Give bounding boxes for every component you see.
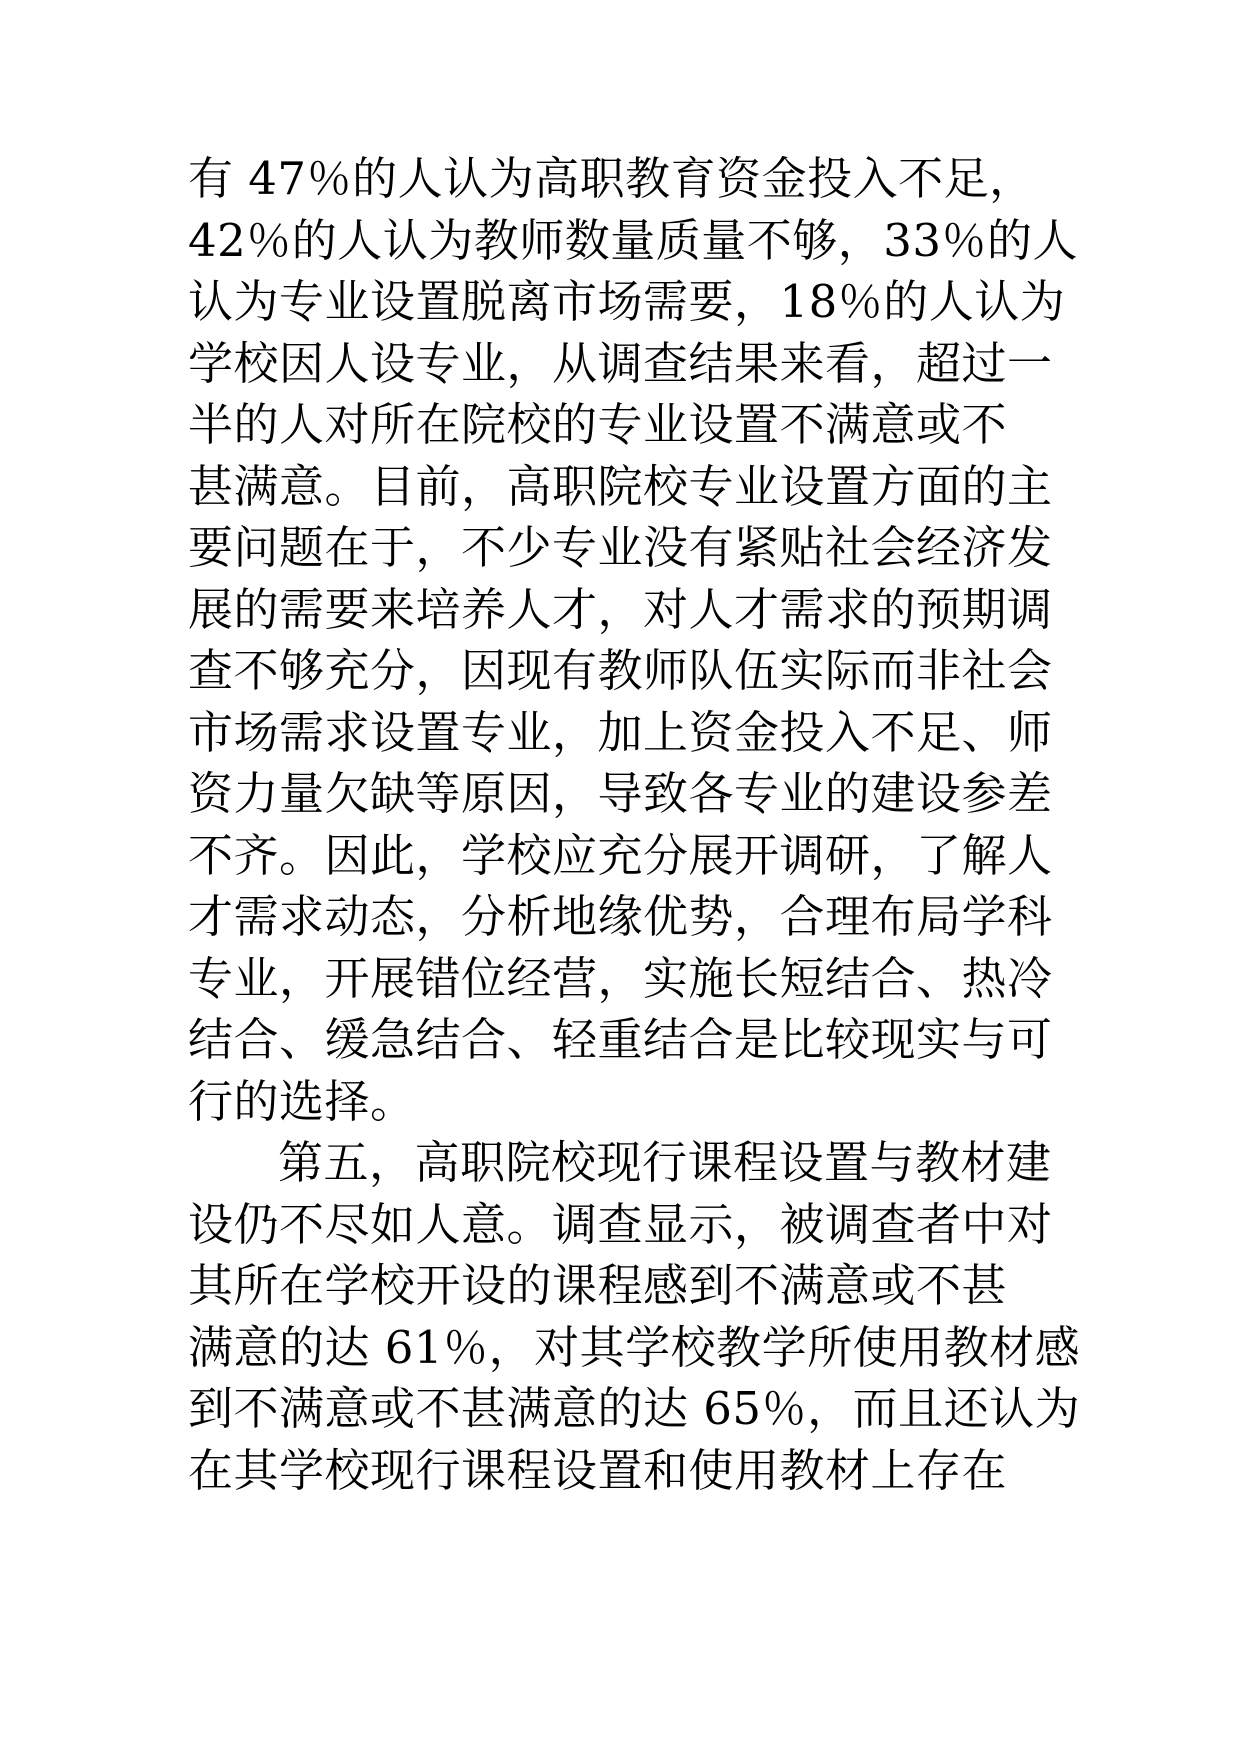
body-text — [188, 148, 1081, 1501]
text-line: 资力量欠缺等原因，导致各专业的建设参差 — [188, 767, 1053, 820]
text-line: 学校因人设专业，从调查结果来看，超过一 — [188, 336, 1053, 390]
text-line: 其所在学校开设的课程感到不满意或不甚 — [188, 1259, 1008, 1312]
text-line: 在其学校现行课程设置和使用教材上存在 — [188, 1443, 1008, 1497]
text-line: 才需求动态，分析地缘优势，合理布局学科 — [188, 890, 1053, 943]
text-line: 有 47％的人认为高职教育资金投入不足， — [188, 152, 1035, 205]
text-line: 展的需要来培养人才，对人才需求的预期调 — [188, 582, 1053, 636]
text-line: 甚满意。目前，高职院校专业设置方面的主 — [188, 459, 1053, 513]
text-line: 42％的人认为教师数量质量不够，33％的人 — [188, 213, 1079, 267]
text-line: 认为专业设置脱离市场需要，18％的人认为 — [188, 275, 1066, 328]
text-line: 满意的达 61％，对其学校教学所使用教材感 — [188, 1320, 1081, 1374]
text-line: 不齐。因此，学校应充分展开调研，了解人 — [188, 828, 1053, 882]
text-line: 专业，开展错位经营，实施长短结合、热冷 — [188, 951, 1053, 1005]
text-line: 结合、缓急结合、轻重结合是比较现实与可 — [188, 1013, 1053, 1066]
text-line: 查不够充分，因现有教师队伍实际而非社会 — [188, 644, 1053, 697]
text-line: 行的选择。 — [188, 1074, 416, 1128]
paragraph-start-line: 第五，高职院校现行课程设置与教材建 — [278, 1136, 1052, 1189]
text-line: 设仍不尽如人意。调查显示，被调查者中对 — [188, 1197, 1053, 1251]
text-line: 市场需求设置专业，加上资金投入不足、师 — [188, 705, 1053, 759]
text-line: 半的人对所在院校的专业设置不满意或不 — [188, 398, 1008, 451]
text-line: 到不满意或不甚满意的达 65％，而且还认为 — [188, 1382, 1081, 1435]
text-line: 要问题在于，不少专业没有紧贴社会经济发 — [188, 521, 1053, 574]
